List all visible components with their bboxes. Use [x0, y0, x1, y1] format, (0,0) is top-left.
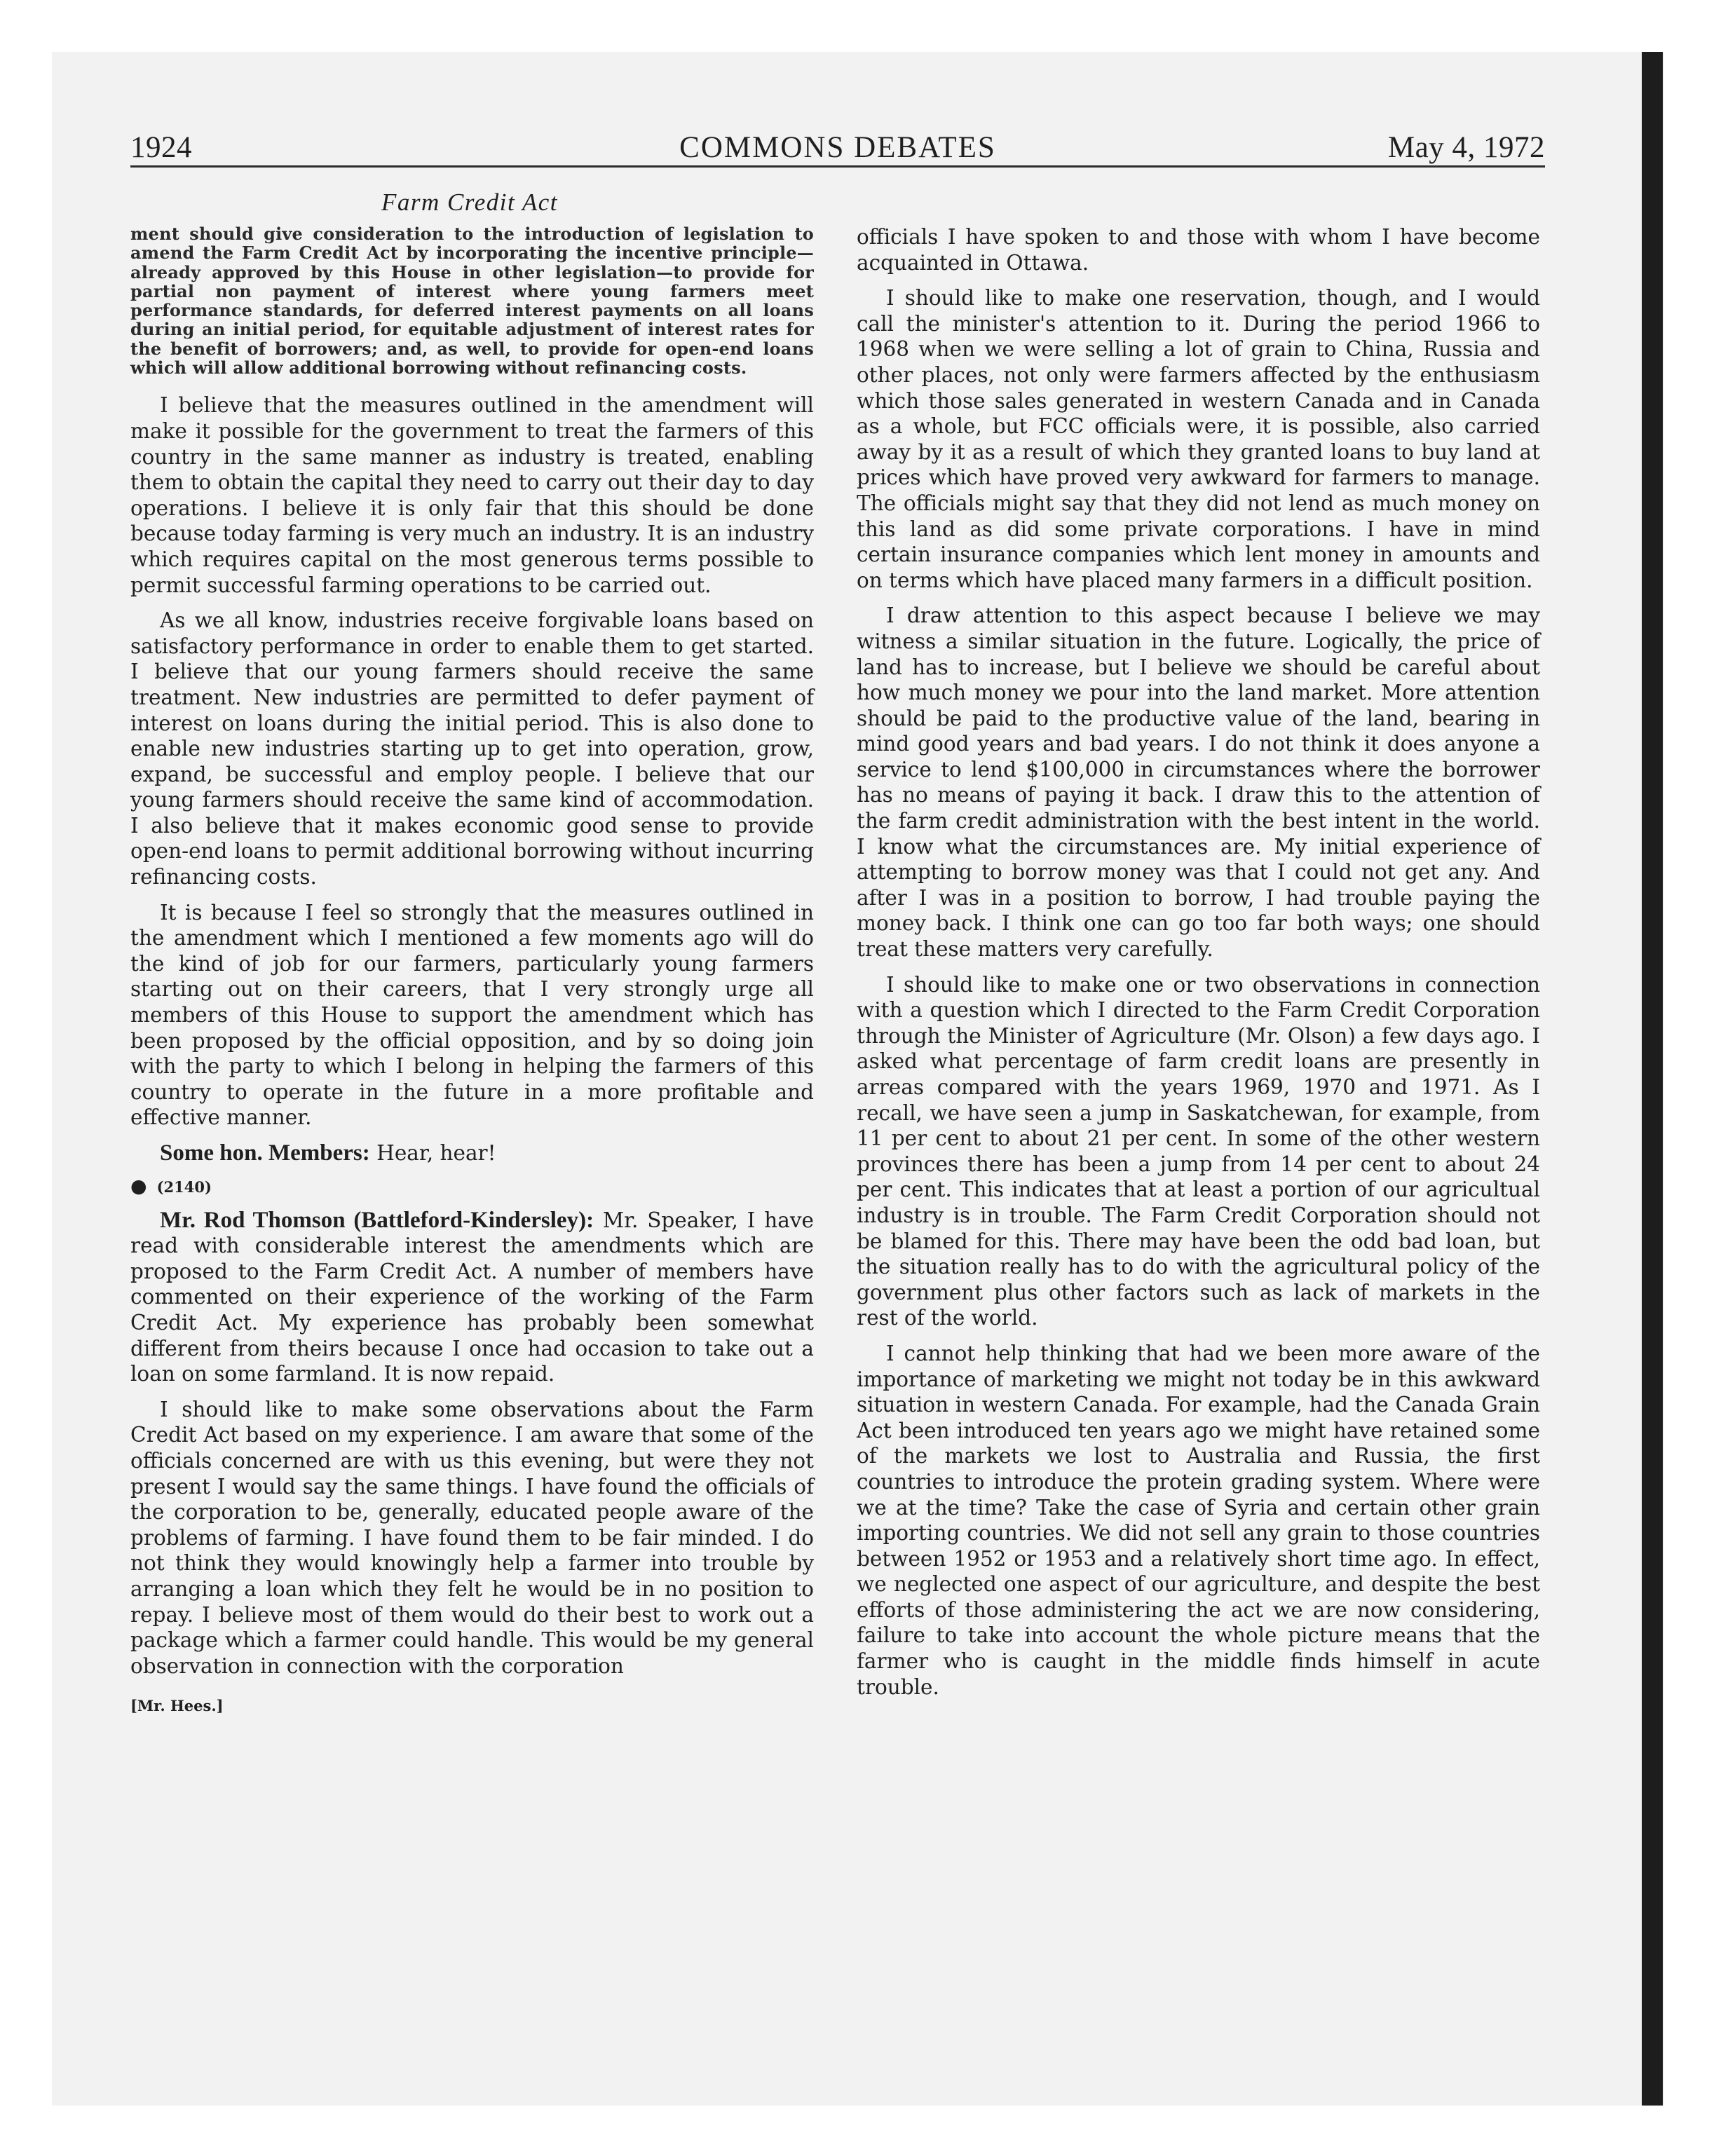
left-column	[130, 224, 814, 1717]
time-marker-text: (2140)	[156, 1178, 212, 1196]
header-rule	[130, 165, 1545, 168]
time-marker	[130, 1176, 814, 1198]
paragraph: As we all know, industries receive forgivable loans based on satisfactory performance in order to enable them to get started. I believe that our young farmers should receive the same treatment. New industries are permitted to defer payment of interest on loans during the initial period. This is also done to enable new industries starting up to get into operation, grow, expand, be successful and employ people. I believe that our young farmers should receive the same kind of accommodation. I also believe that it makes economic good sense to provide open-end loans to permit additional borrowing without incurring refinancing costs.	[130, 608, 814, 889]
page-number: 1924	[130, 131, 192, 164]
speaker-note: [Mr. Hees.]	[130, 1697, 224, 1715]
paragraph: It is because I feel so strongly that the measures outlined in the amendment which I mentioned a few moments ago will do the kind of job for our farmers, particularly young farmers starting out on their careers, that I very strongly urge all members of this House to support the amendment which has been proposed by the official opposition, and by so doing join with the party to which I belong in helping the farmers of this country to operate in the future in a more profitable and effective manner.	[130, 900, 814, 1130]
paragraph: I should like to make one or two observations in connection with a question which I directed to the Farm Credit Corporation through the Minister of Agriculture (Mr. Olson) a few days ago. I asked what percentage of farm credit loans are presently in arreas compared with the years 1969, 1970 and 1971. As I recall, we have seen a jump in Saskatchewan, for example, from 11 per cent to about 21 per cent. In some of the other western provinces there has been a jump from 14 per cent to about 24 per cent. This indicates that at least a portion of our agricultual industry is in trouble. The Farm Credit Corporation should not be blamed for this. There may have been the odd bad loan, but the situation really has to do with the agricultural policy of the government plus other factors such as lack of markets in the rest of the world.	[857, 972, 1540, 1330]
interjection-text: Hear, hear!	[376, 1141, 496, 1165]
bullet-icon: ●	[130, 1175, 147, 1197]
paragraph: I draw attention to this aspect because I believe we may witness a similar situation in the future. Logically, the price of land has to increase, but I believe we should be careful about how much money we pour into the land market. More attention should be paid to the productive value of the land, bearing in mind good years and bad years. I do not think it does anyone a service to lend $100,000 in circumstances where the borrower has no means of paying it back. I draw this to the attention of the farm credit administration with the best intent in the world. I know what the circumstances are. My initial experience of attempting to borrow money was that I could not get any. And after I was in a position to borrow, I had trouble paying the money back. I think one can go too far both ways; one should treat these matters very carefully.	[857, 603, 1540, 962]
interjection	[130, 1140, 814, 1166]
paragraph: I should like to make one reservation, though, and I would call the minister's attention to it. During the period 1966 to 1968 when we were selling a lot of grain to China, Russia and other places, not only were farmers affected by the enthusiasm which those sales generated in western Canada and in Canada as a whole, but FCC officials were, it is possible, also carried away by it as a result of which they granted loans to buy land at prices which have proved very awkward for farmers to manage. The officials might say that they did not lend as much money on this land as did some private corporations. I have in mind certain insurance companies which lent money in amounts and on terms which have placed many farmers in a difficult position.	[857, 286, 1540, 592]
paragraph: I cannot help thinking that had we been more aware of the importance of marketing we might not today be in this awkward situation in western Canada. For example, had the Canada Grain Act been introduced ten years ago we might have retained some of the markets we lost to Australia and Russia, the first countries to introduce the protein grading system. Where were we at the time? Take the case of Syria and certain other grain importing countries. We did not sell any grain to those countries between 1952 or 1953 and a relatively short time ago. In effect, we neglected one aspect of our agriculture, and despite the best efforts of those administering the act we are now considering, failure to take into account the whole picture means that the farmer who is caught in the middle finds himself in acute trouble.	[857, 1341, 1540, 1699]
speaker-name: Mr. Rod Thomson (Battleford-Kindersley):	[160, 1207, 594, 1233]
page-date: May 4, 1972	[1387, 131, 1545, 164]
speech-paragraph	[130, 1208, 814, 1387]
running-head: Farm Credit Act	[381, 189, 558, 216]
page-header	[130, 130, 1545, 165]
right-column	[857, 224, 1540, 1710]
paragraph: officials I have spoken to and those with whom I have become acquainted in Ottawa.	[857, 225, 1540, 275]
speaker-name: Some hon. Members:	[160, 1140, 370, 1166]
paragraph: I should like to make some observations about the Farm Credit Act based on my experience. I am aware that some of the officials concerned are with us this evening, but were they not present I would say the same things. I have found the officials of the corporation to be, generally, educated people aware of the problems of farming. I have found them to be fair minded. I do not think they would knowingly help a farmer into trouble by arranging a loan which they felt he would be in no position to repay. I believe most of them would do their best to work out a package which a farmer could handle. This would be my general observation in connection with the corporation	[130, 1397, 814, 1678]
scan-edge-bar	[1642, 52, 1663, 2106]
publication-title: COMMONS DEBATES	[679, 131, 996, 164]
paragraph: I believe that the measures outlined in the amendment will make it possible for the government to treat the farmers of this country in the same manner as industry is treated, enabling them to obtain the capital they need to carry out their day to day operations. I believe it is only fair that this should be done because today farming is very much an industry. It is an industry which requires capital on the most generous terms possible to permit successful farming operations to be carried out.	[130, 393, 814, 597]
speech-text: Mr. Speaker, I have read with considerable interest the amendments which are proposed to the Farm Credit Act. A number of members have commented on their experience of the working of the Farm Credit Act. My experience has probably been somewhat different from theirs because I once had occasion to take out a loan on some farmland. It is now repaid.	[130, 1208, 814, 1386]
motion-text: ment should give consideration to the introduction of legislation to amend the Farm Credit Act by incorporating the incentive principle—already approved by this House in other legislation—to provide for partial non payment of interest where young farmers meet performance standards, for deferred interest payments on all loans during an initial period, for equitable adjustment of interest rates for the benefit of borrowers; and, as well, to provide for open-end loans which will allow additional borrowing without refinancing costs.	[130, 224, 814, 378]
